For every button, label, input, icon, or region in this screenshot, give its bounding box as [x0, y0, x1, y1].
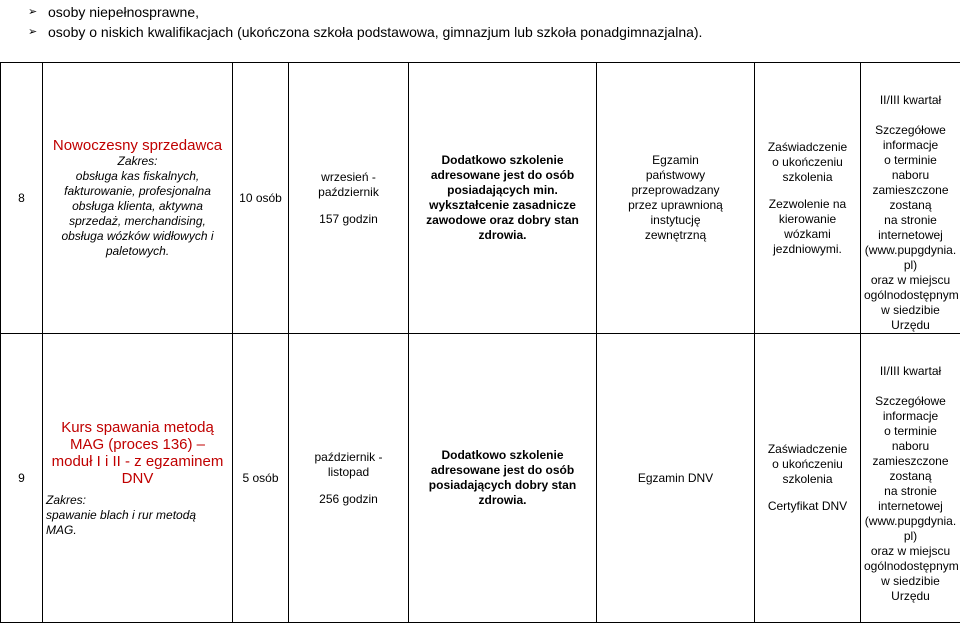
info-line: w siedzibie [864, 303, 957, 318]
info-line: o terminie naboru [864, 424, 957, 454]
scope-line: sprzedaż, merchandising, [46, 214, 229, 229]
req-line: posiadających min. [412, 183, 593, 198]
bullet-item [28, 22, 702, 42]
bullet-text: osoby o niskich kwalifikacjach (ukończona szkoła podstawowa, gimnazjum lub szkoła ponadgimnazjalna). [48, 22, 702, 42]
bullet-item [28, 2, 702, 22]
info-line: oraz w miejscu [864, 544, 957, 559]
cert-line: Certyfikat DNV [758, 499, 857, 514]
scope-label: Zakres: [46, 154, 229, 169]
course-title [46, 419, 229, 487]
term-line: październik [292, 185, 405, 200]
scope-label: Zakres: [46, 493, 229, 508]
cert-line: szkolenia [758, 472, 857, 487]
scope-line: obsługa kas fiskalnych, [46, 169, 229, 184]
info-line: zostaną [864, 469, 957, 484]
exam-line: instytucję [600, 213, 751, 228]
scope-line: MAG. [46, 523, 229, 538]
cert-line: Zezwolenie na [758, 197, 857, 212]
info-line: informacje [864, 409, 957, 424]
info-line: internetowej [864, 228, 957, 243]
training-table [0, 62, 960, 623]
info-line: Urzędu [864, 589, 957, 604]
people-count: 5 osób [233, 334, 289, 623]
info-line: informacje [864, 138, 957, 153]
req-line: wykształcenie zasadnicze [412, 198, 593, 213]
scope-line: fakturowanie, profesjonalna [46, 184, 229, 199]
table-row [1, 334, 960, 623]
exam-line: państwowy [600, 168, 751, 183]
info-line: zostaną [864, 198, 957, 213]
quarter: II/III kwartał [864, 93, 957, 108]
scope-block [46, 154, 229, 259]
certificate-cell [755, 334, 861, 623]
course-title: Nowoczesny sprzedawca [46, 137, 229, 154]
bullet-text: osoby niepełnosprawne, [48, 2, 199, 22]
cert-line: Zaświadczenie [758, 140, 857, 155]
schedule-cell [861, 63, 960, 334]
requirements-cell [409, 334, 597, 623]
term-line: listopad [292, 465, 405, 480]
info-line: pl) [864, 258, 957, 273]
info-line: Szczegółowe [864, 123, 957, 138]
hours: 256 godzin [292, 492, 405, 507]
info-line: w siedzibie [864, 574, 957, 589]
title-line: MAG (proces 136) – [46, 436, 229, 453]
bullet-list [28, 2, 702, 42]
cert-line: jezdniowymi. [758, 242, 857, 257]
term-line: wrzesień - [292, 170, 405, 185]
exam-cell [597, 63, 755, 334]
req-line: Dodatkowo szkolenie [412, 153, 593, 168]
req-line: zawodowe oraz dobry stan [412, 213, 593, 228]
req-line: zdrowia. [412, 493, 593, 508]
arrow-bullet-icon: ➢ [28, 22, 48, 42]
certificate-cell [755, 63, 861, 334]
info-line: (www.pupgdynia. [864, 243, 957, 258]
exam-line: przez uprawnioną [600, 198, 751, 213]
exam-line: przeprowadzany [600, 183, 751, 198]
quarter: II/III kwartał [864, 364, 957, 379]
info-line: na stronie [864, 484, 957, 499]
requirements-cell [409, 63, 597, 334]
scope-line: obsługa klienta, aktywna [46, 199, 229, 214]
row-number: 9 [1, 334, 43, 623]
req-line: adresowane jest do osób [412, 463, 593, 478]
cert-line: szkolenia [758, 170, 857, 185]
scope-line: paletowych. [46, 244, 229, 259]
hours: 157 godzin [292, 212, 405, 227]
course-cell [43, 334, 233, 623]
scope-line: spawanie blach i rur metodą [46, 508, 229, 523]
title-line: Kurs spawania metodą [46, 419, 229, 436]
term-cell [289, 334, 409, 623]
info-line: zamieszczone [864, 183, 957, 198]
people-count: 10 osób [233, 63, 289, 334]
info-line: Urzędu [864, 318, 957, 333]
req-line: posiadających dobry stan [412, 478, 593, 493]
info-line: oraz w miejscu [864, 273, 957, 288]
table-row [1, 63, 960, 334]
info-line: pl) [864, 529, 957, 544]
cert-line: o ukończeniu [758, 155, 857, 170]
info-line: o terminie naboru [864, 153, 957, 183]
arrow-bullet-icon: ➢ [28, 2, 48, 22]
info-line: ogólnodostępnym [864, 559, 957, 574]
row-number: 8 [1, 63, 43, 334]
info-line: zamieszczone [864, 454, 957, 469]
scope-line: obsługa wózków widłowych i [46, 229, 229, 244]
info-line: Szczegółowe [864, 394, 957, 409]
req-line: Dodatkowo szkolenie [412, 448, 593, 463]
info-line: internetowej [864, 499, 957, 514]
schedule-cell [861, 334, 960, 623]
exam-line: zewnętrzną [600, 228, 751, 243]
cert-line: Zaświadczenie [758, 442, 857, 457]
info-line: ogólnodostępnym [864, 288, 957, 303]
cert-line: o ukończeniu [758, 457, 857, 472]
info-line: na stronie [864, 213, 957, 228]
title-line: DNV [46, 470, 229, 487]
exam-line: Egzamin [600, 153, 751, 168]
scope-block [46, 493, 229, 538]
cert-line: wózkami [758, 227, 857, 242]
info-line: (www.pupgdynia. [864, 514, 957, 529]
exam-cell: Egzamin DNV [597, 334, 755, 623]
title-line: moduł I i II - z egzaminem [46, 453, 229, 470]
cert-line: kierowanie [758, 212, 857, 227]
req-line: adresowane jest do osób [412, 168, 593, 183]
req-line: zdrowia. [412, 228, 593, 243]
term-cell [289, 63, 409, 334]
term-line: październik - [292, 450, 405, 465]
course-cell [43, 63, 233, 334]
